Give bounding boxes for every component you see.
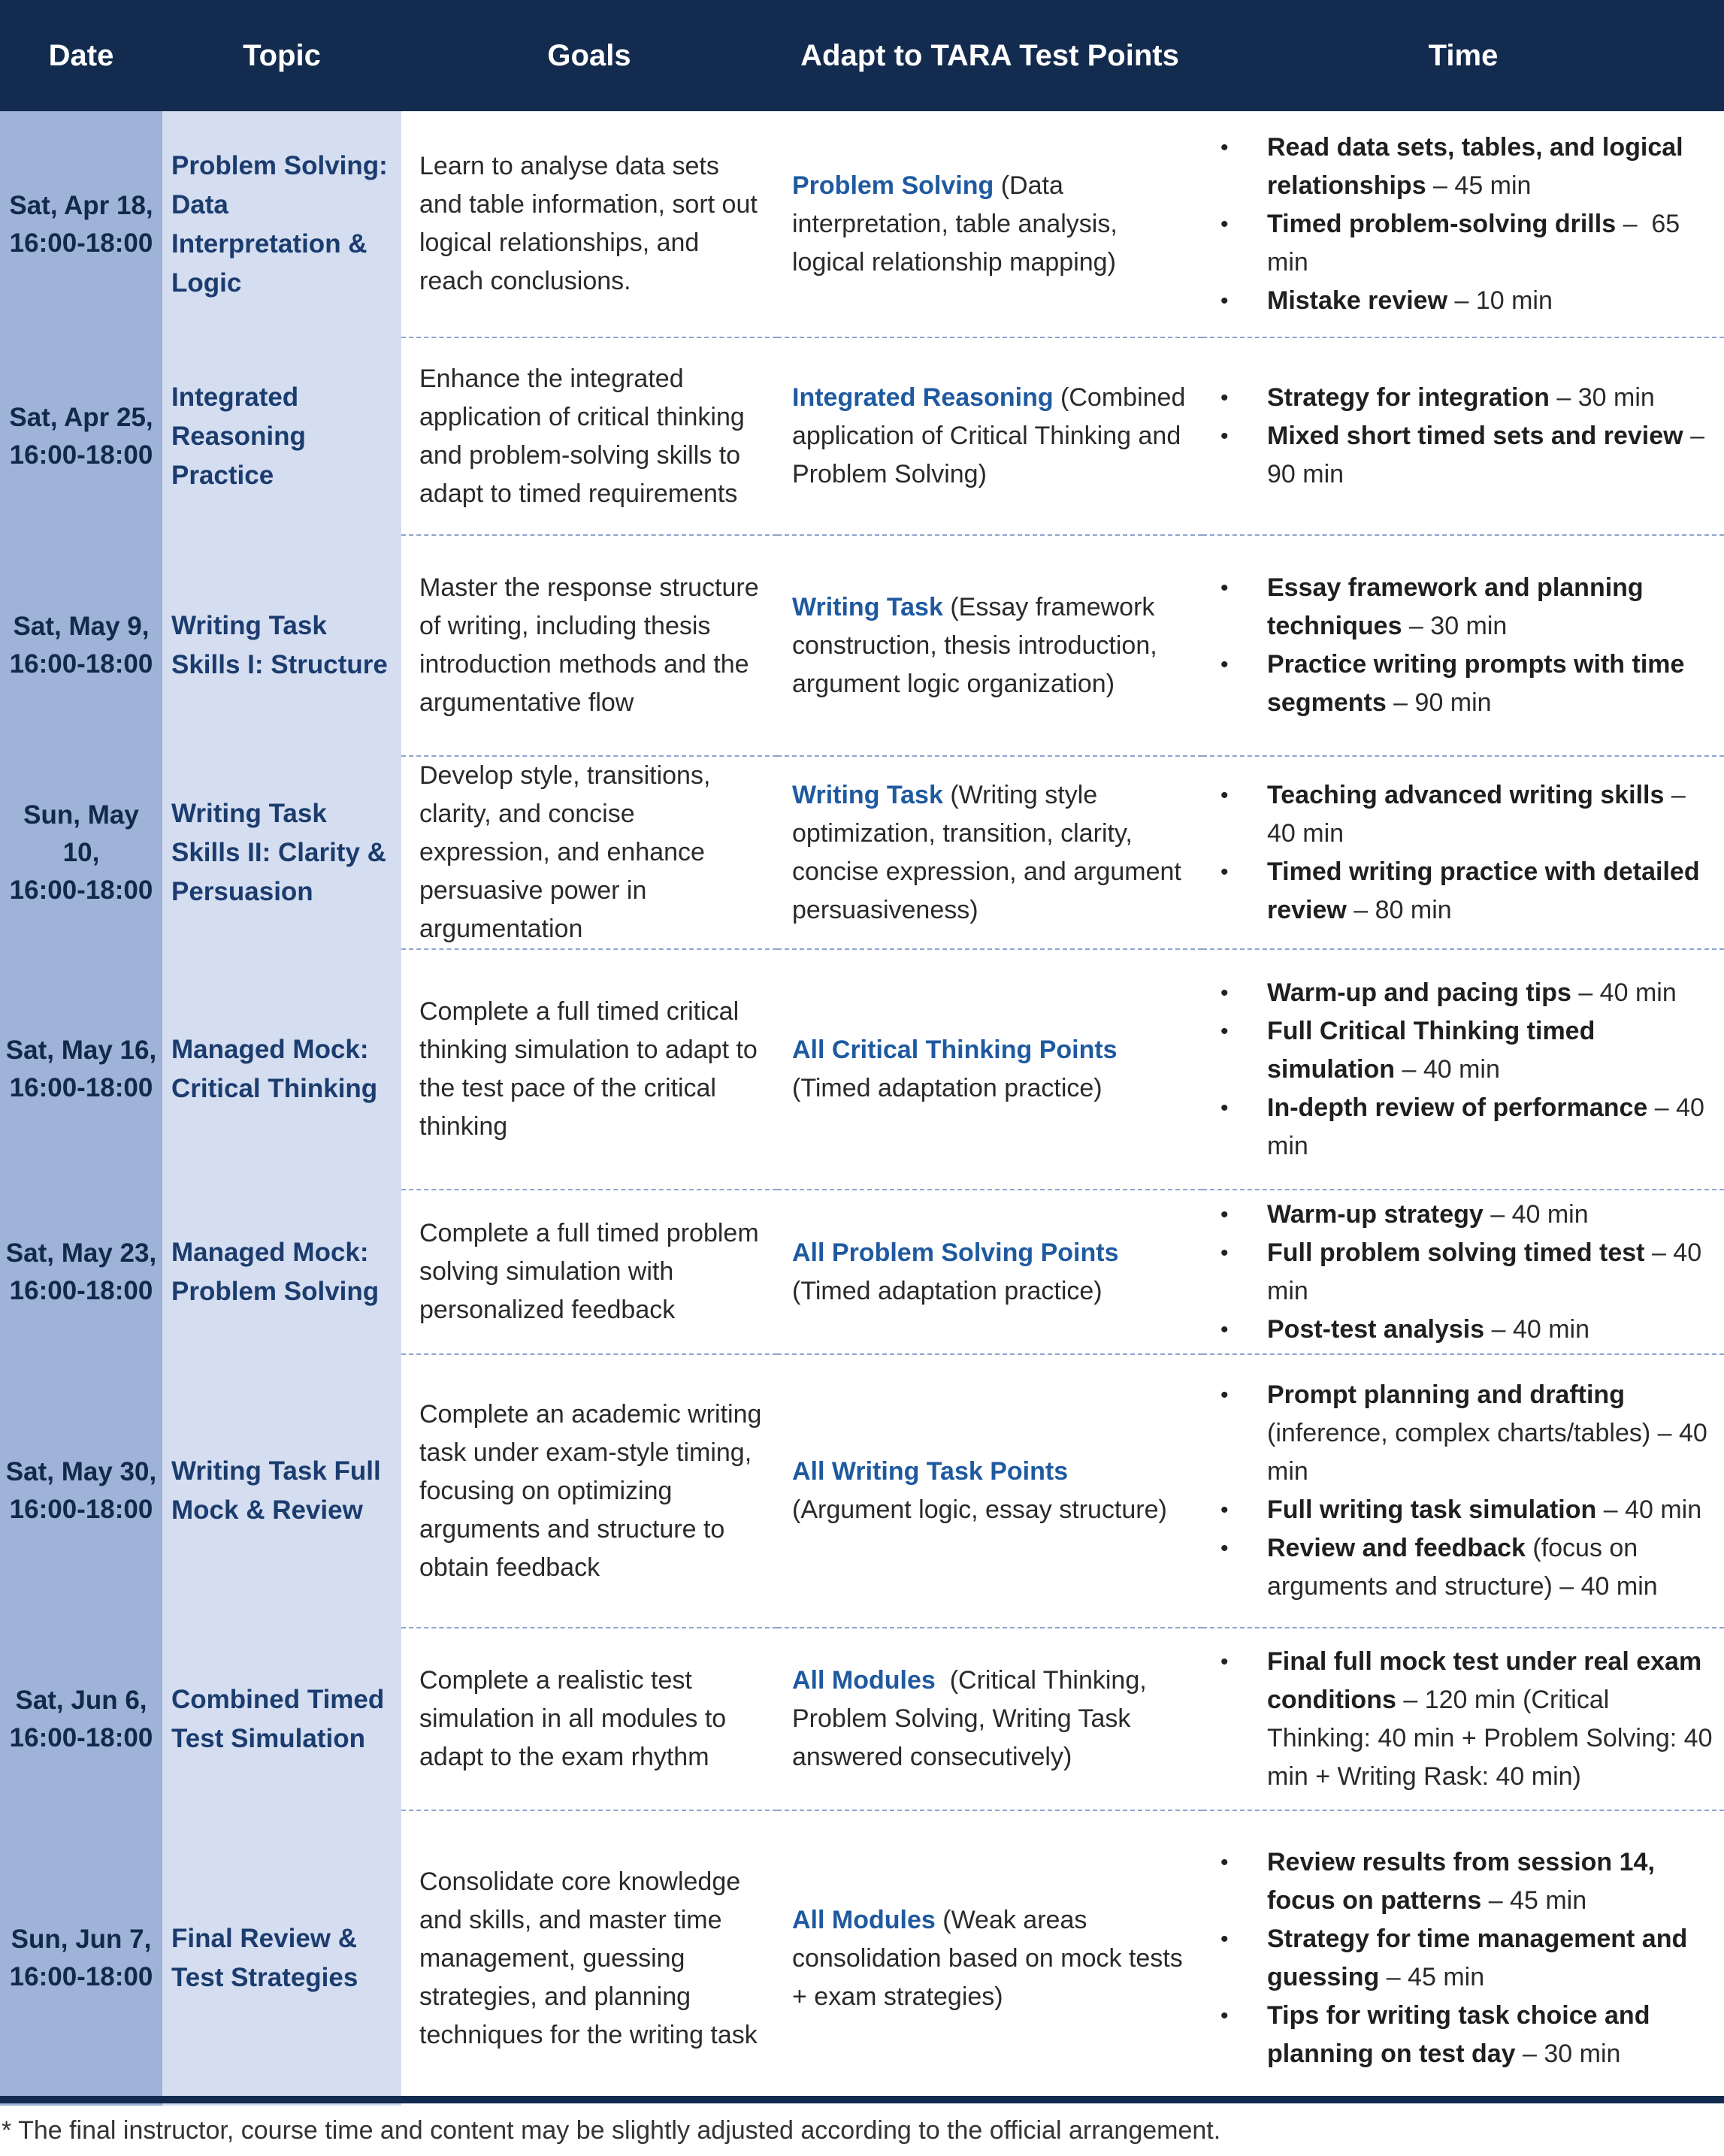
test-point-key: All Problem Solving Points — [792, 1238, 1119, 1267]
session-date — [0, 337, 162, 535]
time-list-item — [1217, 1920, 1718, 1997]
session-date — [0, 949, 162, 1190]
test-point-key: All Modules — [792, 1666, 936, 1695]
time-item-duration: – 45 min — [1481, 1886, 1587, 1915]
session-topic: Managed Mock: Problem Solving — [162, 1190, 401, 1354]
time-item-duration: – 40 min — [1483, 1199, 1589, 1229]
session-topic: Final Review & Test Strategies — [162, 1810, 401, 2106]
time-list-item — [1217, 129, 1718, 205]
bullet-icon: • — [1220, 1018, 1229, 1044]
session-day: Sat, May 16, — [5, 1036, 157, 1065]
time-list-item — [1217, 1997, 1718, 2073]
session-time-breakdown — [1202, 337, 1724, 535]
time-item-title: Prompt planning and drafting — [1267, 1380, 1625, 1409]
test-point-key: Writing Task — [792, 592, 943, 621]
session-goals: Consolidate core knowledge and skills, and master time management, guessing strategies, and planning techniques for the writing task — [419, 1867, 758, 2049]
bullet-icon: • — [1220, 1383, 1229, 1408]
time-list-item — [1217, 646, 1718, 722]
time-list-item — [1217, 853, 1718, 930]
table-row — [0, 1810, 1724, 2106]
session-time-breakdown — [1202, 111, 1724, 337]
session-date — [0, 1810, 162, 2106]
bullet-icon: • — [1220, 386, 1229, 410]
table-row — [0, 1354, 1724, 1628]
test-point-detail: (Timed adaptation practice) — [792, 1036, 1125, 1102]
header-topic: Topic — [162, 0, 401, 111]
bullet-icon: • — [1220, 1202, 1229, 1227]
test-point-key: Problem Solving — [792, 171, 994, 200]
session-topic: Writing Task Skills I: Structure — [162, 535, 401, 756]
time-item-duration: (inference, complex charts/tables) – 40 min — [1267, 1380, 1715, 1486]
session-topic: Managed Mock: Critical Thinking — [162, 949, 401, 1190]
header-date: Date — [0, 0, 162, 111]
bullet-icon: • — [1220, 1498, 1229, 1523]
session-goals: Master the response structure of writing, including thesis introduction methods and the argumentative flow — [401, 535, 777, 756]
session-time-breakdown — [1202, 756, 1724, 949]
session-day: Sat, Jun 6, — [15, 1685, 147, 1715]
header-goals: Goals — [401, 0, 777, 111]
session-hours: 16:00-18:00 — [9, 875, 153, 905]
time-item-title: Review results from session 14, focus on patterns — [1267, 1848, 1655, 1915]
bullet-icon: • — [1220, 211, 1229, 237]
session-hours: 16:00-18:00 — [9, 1275, 153, 1305]
session-topic: Writing Task Full Mock & Review — [162, 1354, 401, 1628]
time-item-title: Practice writing prompts with time segments — [1267, 650, 1685, 717]
time-item-title: Tips for writing task choice and planning on test day — [1267, 2001, 1650, 2068]
time-item-title: Warm-up strategy — [1267, 1199, 1484, 1229]
table-row — [0, 337, 1724, 535]
bullet-icon: • — [1220, 859, 1229, 884]
table-row — [0, 756, 1724, 949]
time-list-item — [1217, 1196, 1718, 1234]
header-adapt: Adapt to TARA Test Points — [777, 0, 1202, 111]
bullet-icon: • — [1220, 980, 1229, 1005]
time-item-title: Mistake review — [1267, 286, 1448, 315]
session-time-breakdown — [1202, 1810, 1724, 2106]
session-hours: 16:00-18:00 — [9, 649, 153, 679]
table-row — [0, 535, 1724, 756]
time-list-item — [1217, 379, 1718, 417]
bullet-icon: • — [1220, 576, 1229, 600]
time-item-title: Teaching advanced writing skills — [1267, 780, 1665, 809]
bullet-icon: • — [1220, 2003, 1229, 2028]
time-item-duration: – 30 min — [1515, 2040, 1621, 2068]
bullet-icon: • — [1220, 135, 1229, 160]
session-goals: Learn to analyse data sets and table information, sort out logical relationships, and reach conclusions. — [401, 111, 777, 337]
session-date — [0, 1190, 162, 1354]
session-day: Sat, May 9, — [13, 612, 150, 641]
time-item-duration: – 90 min — [1267, 422, 1712, 488]
time-item-title: In-depth review of performance — [1267, 1093, 1648, 1122]
time-item-title: Read data sets, tables, and logical relationships — [1267, 132, 1683, 200]
session-topic: Problem Solving: Data Interpretation & Logic — [162, 111, 401, 337]
time-item-duration: – 40 min — [1267, 1093, 1712, 1160]
bullet-icon: • — [1220, 782, 1229, 808]
time-list-item — [1217, 1643, 1718, 1796]
session-time-breakdown — [1202, 1190, 1724, 1354]
time-list — [1217, 1643, 1718, 1796]
bullet-icon: • — [1220, 1927, 1229, 1952]
time-item-duration: – 10 min — [1447, 286, 1553, 315]
time-list — [1217, 776, 1718, 930]
table-row — [0, 949, 1724, 1190]
session-test-points — [777, 111, 1202, 337]
session-test-points — [777, 1810, 1202, 2106]
bottom-divider — [0, 2096, 1724, 2103]
session-test-points — [777, 535, 1202, 756]
session-goals: Complete a full timed problem solving simulation with personalized feedback — [401, 1190, 777, 1354]
time-list-item — [1217, 1491, 1718, 1529]
session-date — [0, 756, 162, 949]
time-list-item — [1217, 776, 1718, 853]
time-list — [1217, 129, 1718, 320]
session-date — [0, 111, 162, 337]
test-point-detail: (Writing style optimization, transition, clarity, concise expression, and argument persuasiveness) — [792, 780, 1189, 924]
session-test-points — [777, 756, 1202, 949]
time-item-title: Timed problem-solving drills — [1267, 209, 1617, 238]
bullet-icon: • — [1220, 1649, 1229, 1674]
bullet-icon: • — [1220, 424, 1229, 449]
time-item-title: Full Critical Thinking timed simulation — [1267, 1016, 1595, 1084]
session-hours: 16:00-18:00 — [9, 1073, 153, 1102]
time-item-duration: – 40 min — [1267, 1238, 1709, 1305]
session-topic: Writing Task Skills II: Clarity & Persuasion — [162, 756, 401, 949]
time-item-duration: – 90 min — [1386, 688, 1492, 717]
time-item-title: Final full mock test under real exam conditions — [1267, 1646, 1702, 1714]
bullet-icon: • — [1220, 1317, 1229, 1342]
test-point-detail: (Data interpretation, table analysis, logical relationship mapping) — [792, 171, 1125, 277]
bullet-icon: • — [1220, 1850, 1229, 1875]
test-point-detail: (Weak areas consolidation based on mock tests + exam strategies) — [792, 1905, 1190, 2011]
test-point-key: All Modules — [792, 1905, 936, 1934]
time-list — [1217, 379, 1718, 494]
time-item-title: Review and feedback — [1267, 1534, 1526, 1562]
time-item-title: Full writing task simulation — [1267, 1495, 1597, 1524]
time-list — [1217, 974, 1718, 1166]
time-item-title: Timed writing practice with detailed review — [1267, 857, 1700, 924]
session-hours: 16:00-18:00 — [9, 1495, 153, 1524]
time-item-title: Strategy for integration — [1267, 383, 1550, 412]
time-item-duration: – 80 min — [1346, 895, 1452, 924]
session-day: Sun, May 10, — [23, 800, 139, 867]
session-hours: 16:00-18:00 — [9, 228, 153, 258]
session-day: Sun, Jun 7, — [11, 1924, 152, 1954]
test-point-key: All Critical Thinking Points — [792, 1036, 1118, 1064]
time-item-duration: – 30 min — [1549, 383, 1655, 412]
time-item-duration: – 40 min — [1596, 1495, 1702, 1524]
session-topic: Combined Timed Test Simulation — [162, 1628, 401, 1810]
session-day: Sat, May 23, — [5, 1238, 157, 1268]
time-list-item — [1217, 569, 1718, 646]
time-item-title: Post-test analysis — [1267, 1314, 1485, 1344]
session-test-points — [777, 1354, 1202, 1628]
session-day: Sat, Apr 18, — [9, 190, 153, 220]
session-goals: Complete a full timed critical thinking simulation to adapt to the test pace of the critical thinking — [401, 949, 777, 1190]
time-list-item — [1217, 1529, 1718, 1606]
time-list-item — [1217, 282, 1718, 320]
table-row — [0, 1628, 1724, 1810]
session-time-breakdown — [1202, 1354, 1724, 1628]
time-list-item — [1217, 1089, 1718, 1166]
time-item-title: Mixed short timed sets and review — [1267, 422, 1683, 450]
session-date — [0, 1628, 162, 1810]
time-item-title: Warm-up and pacing tips — [1267, 978, 1571, 1007]
time-item-duration: – 120 min (Critical Thinking: 40 min + Problem Solving: 40 min + Writing Rask: 40 min) — [1267, 1685, 1719, 1791]
bullet-icon: • — [1220, 652, 1229, 677]
test-point-detail: (Timed adaptation practice) — [792, 1238, 1126, 1305]
session-goals: Complete a realistic test simulation in all modules to adapt to the exam rhythm — [401, 1628, 777, 1810]
test-point-detail: (Argument logic, essay structure) — [792, 1457, 1167, 1524]
time-item-duration: (focus on arguments and structure) – 40 min — [1267, 1534, 1658, 1601]
schedule-body — [0, 111, 1724, 2106]
session-goals: Enhance the integrated application of critical thinking and problem-solving skills to adapt to timed requirements — [401, 337, 777, 535]
session-test-points — [777, 1190, 1202, 1354]
time-list — [1217, 1843, 1718, 2073]
header-time: Time — [1202, 0, 1724, 111]
time-list — [1217, 569, 1718, 722]
time-item-duration: – 40 min — [1267, 780, 1693, 848]
test-point-key: All Writing Task Points — [792, 1457, 1069, 1486]
session-time-breakdown — [1202, 535, 1724, 756]
time-list-item — [1217, 417, 1718, 494]
header-row — [0, 0, 1724, 111]
time-item-duration: – 65 min — [1267, 209, 1687, 277]
time-list — [1217, 1196, 1718, 1349]
session-date — [0, 1354, 162, 1628]
time-item-title: Full problem solving timed test — [1267, 1238, 1645, 1267]
time-list-item — [1217, 1311, 1718, 1349]
bullet-icon: • — [1220, 288, 1229, 313]
session-day: Sat, May 30, — [5, 1457, 157, 1486]
time-item-duration: – 40 min — [1484, 1314, 1589, 1344]
session-test-points — [777, 949, 1202, 1190]
time-list-item — [1217, 205, 1718, 282]
session-test-points — [777, 337, 1202, 535]
session-hours: 16:00-18:00 — [9, 440, 153, 470]
time-list-item — [1217, 1234, 1718, 1311]
session-hours: 16:00-18:00 — [9, 1961, 153, 1991]
time-list-item — [1217, 974, 1718, 1012]
session-test-points — [777, 1628, 1202, 1810]
footnote: * The final instructor, course time and content may be slightly adjusted according to the official arrangement. — [2, 2116, 1221, 2145]
table-row — [0, 111, 1724, 337]
time-item-duration: – 45 min — [1379, 1963, 1485, 1991]
session-time-breakdown — [1202, 1628, 1724, 1810]
test-point-detail: (Critical Thinking, Problem Solving, Writing Task answered consecutively) — [792, 1666, 1154, 1771]
time-list-item — [1217, 1376, 1718, 1491]
session-date — [0, 535, 162, 756]
session-goals: Develop style, transitions, clarity, and concise expression, and enhance persuasive power in argumentation — [401, 756, 777, 949]
bullet-icon: • — [1220, 1095, 1229, 1120]
time-item-duration: – 30 min — [1402, 612, 1508, 640]
time-list-item — [1217, 1843, 1718, 1920]
session-topic: Integrated Reasoning Practice — [162, 337, 401, 535]
session-goals: Complete an academic writing task under exam-style timing, focusing on optimizing arguments and structure to obtain feedback — [401, 1354, 777, 1628]
time-item-title: Strategy for time management and guessing — [1267, 1925, 1688, 1991]
session-day: Sat, Apr 25, — [9, 402, 153, 432]
session-time-breakdown — [1202, 949, 1724, 1190]
time-item-duration: – 40 min — [1571, 978, 1677, 1007]
session-hours: 16:00-18:00 — [9, 1722, 153, 1752]
test-point-detail: (Combined application of Critical Thinking and Problem Solving) — [792, 383, 1193, 488]
time-item-duration: – 45 min — [1426, 171, 1532, 200]
bullet-icon: • — [1220, 1240, 1229, 1265]
time-item-title: Essay framework and planning techniques — [1267, 573, 1644, 640]
test-point-detail: (Essay framework construction, thesis introduction, argument logic organization) — [792, 592, 1165, 698]
test-point-key: Integrated Reasoning — [792, 383, 1054, 412]
time-list — [1217, 1376, 1718, 1606]
time-item-duration: – 40 min — [1395, 1054, 1500, 1084]
time-list-item — [1217, 1012, 1718, 1089]
test-point-key: Writing Task — [792, 780, 943, 809]
table-row — [0, 1190, 1724, 1354]
bullet-icon: • — [1220, 1536, 1229, 1561]
